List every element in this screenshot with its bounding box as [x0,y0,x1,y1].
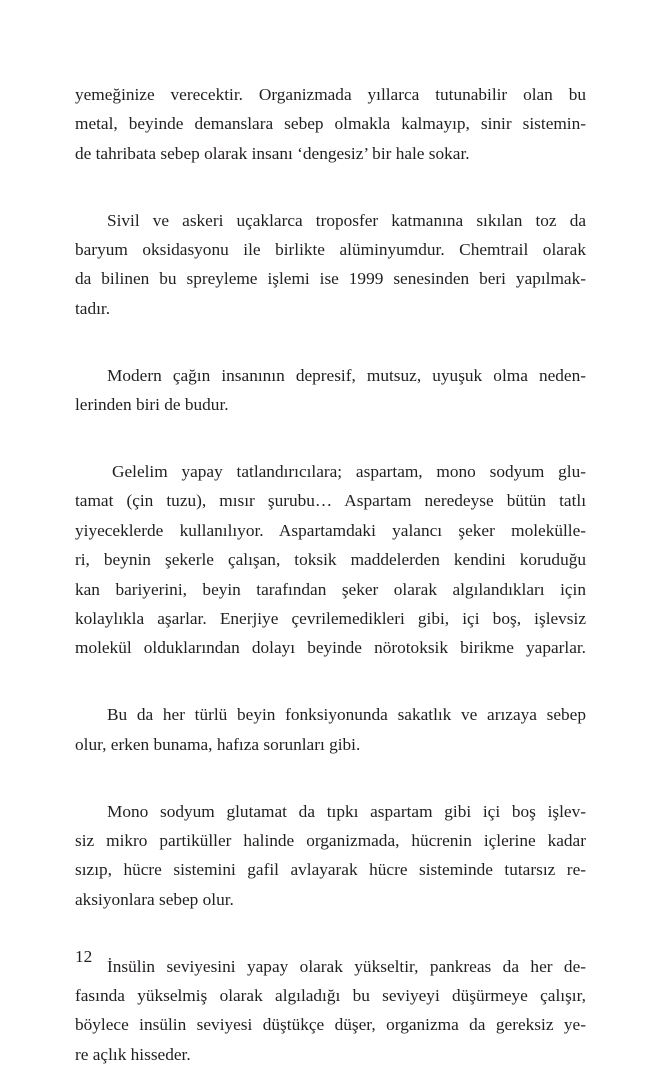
text-line: da bilinen bu spreyleme işlemi ise 1999 senesinden beri yapılmak- [75,269,586,289]
paragraph-7 [75,952,586,1069]
text-line: kolaylıkla aşarlar. Enerjiye çevrilemedikleri gibi, içi boş, işlevsiz [75,608,586,628]
text-line: tamat (çin tuzu), mısır şurubu… Aspartam neredeyse bütün tatlı [75,491,586,511]
paragraph-5 [75,700,586,759]
text-line: re açlık hisseder. [75,1044,191,1064]
paragraph-2 [75,206,586,324]
paragraph-4 [75,457,586,663]
text-line: molekül olduklarından dolayı beyinde nörotoksik birikme yaparlar. [75,638,586,658]
text-line: de tahribata sebep olarak insanı ‘dengesiz’ bir hale sokar. [75,143,470,163]
text-line: kan bariyerini, beyin tarafından şeker olarak algılandıkları için [75,579,586,599]
body-text [75,80,586,1069]
paragraph-1 [75,80,586,168]
text-line: siz mikro partiküller halinde organizmada, hücrenin içlerine kadar [75,830,586,850]
text-line: sızıp, hücre sistemini gafil avlayarak hücre sisteminde tutarsız re- [75,860,586,880]
text-line: Modern çağın insanının depresif, mutsuz, uyuşuk olma neden- [107,365,586,385]
text-line: Sivil ve askeri uçaklarca troposfer katmanına sıkılan toz da [107,210,586,230]
page-number: 12 [75,947,93,966]
text-line: metal, beyinde demanslara sebep olmakla kalmayıp, sinir sistemin- [75,114,586,134]
text-line: yemeğinize verecektir. Organizmada yıllarca tutunabilir olan bu [75,85,586,104]
paragraph-3 [75,361,586,420]
text-line: böylece insülin seviyesi düştükçe düşer, organizma da gereksiz ye- [75,1015,586,1035]
text-line: tadır. [75,298,111,318]
text-line: baryum oksidasyonu ile birlikte alüminyumdur. Chemtrail olarak [75,240,586,260]
paragraph-6 [75,797,586,915]
text-line: lerinden biri de budur. [75,395,229,415]
text-line: Mono sodyum glutamat da tıpkı aspartam gibi içi boş işlev- [107,801,586,821]
text-line: fasında yükselmiş olarak algıladığı bu seviyeyi düşürmeye çalışır, [75,985,586,1005]
text-line: İnsülin seviyesini yapay olarak yükseltir, pankreas da her de- [107,956,586,976]
text-line: olur, erken bunama, hafıza sorunları gibi. [75,734,361,754]
text-line: aksiyonlara sebep olur. [75,889,234,909]
text-line: Bu da her türlü beyin fonksiyonunda sakatlık ve arızaya sebep [107,705,586,725]
text-line: Gelelim yapay tatlandırıcılara; aspartam, mono sodyum glu- [112,462,586,482]
text-line: ri, beynin şekerle çalışan, toksik maddelerden kendini koruduğu [75,550,586,570]
text-line: yiyeceklerde kullanılıyor. Aspartamdaki yalancı şeker molekülle- [75,520,586,540]
